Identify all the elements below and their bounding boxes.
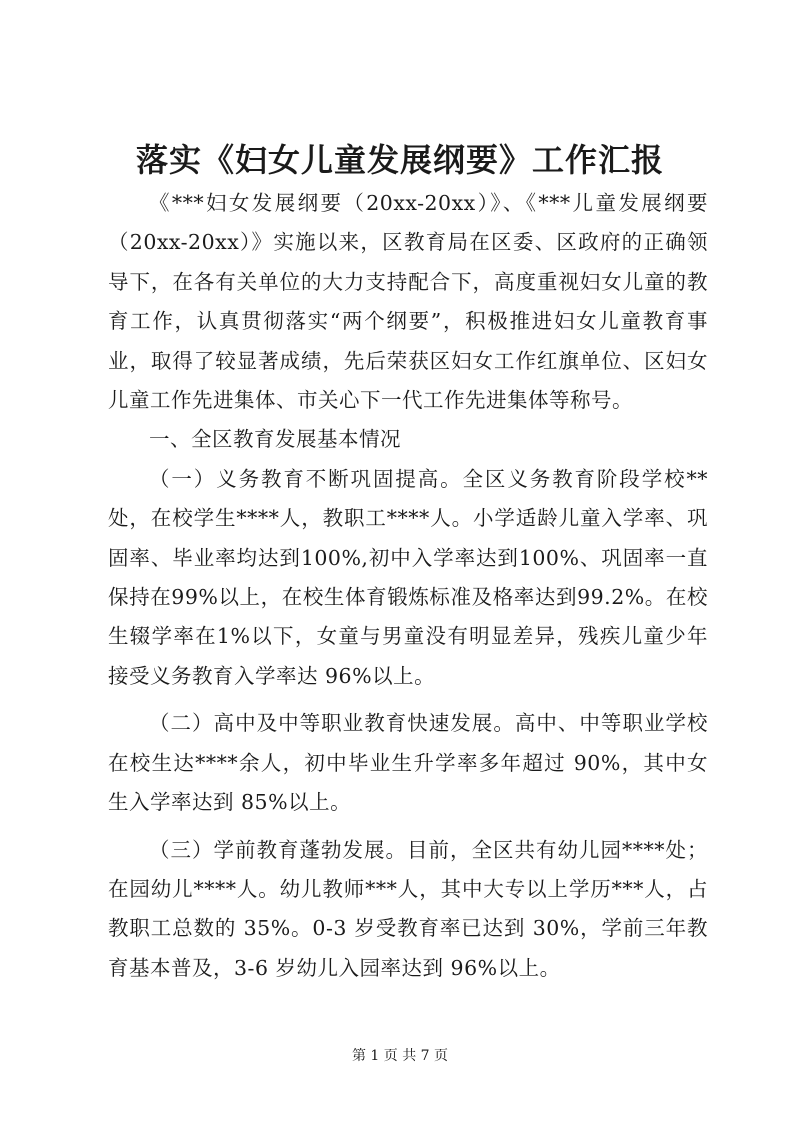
compulsory-education-paragraph: （一）义务教育不断巩固提高。全区义务教育阶段学校**处，在校学生****人，教职工****人。小学适龄儿童入学率、巩固率、毕业率均达到100%,初中入学率达到100%、巩固率一直保持在99%以上，在校生体育锻炼标准及格率达到99.2%。在校生辍学率在1%以下，女童与男童没有明显差异，残疾儿童少年接受义务教育入学率达 96%以上。 <box>108 466 708 688</box>
intro-paragraph: 《***妇女发展纲要（20xx-20xx）》、《***儿童发展纲要（20xx-20xx）》实施以来，区教育局在区委、区政府的正确领导下，在各有关单位的大力支持配合下，高度重视妇女儿童的教育工作，认真贯彻落实“两个纲要”，积极推进妇女儿童教育事业，取得了较显著成绩，先后荣获区妇女工作红旗单位、区妇女儿童工作先进集体、市关心下一代工作先进集体等称号。 <box>108 191 708 413</box>
document-body <box>108 184 708 988</box>
section-heading: 一、全区教育发展基本情况 <box>149 427 401 452</box>
preschool-paragraph: （三）学前教育蓬勃发展。目前，全区共有幼儿园****处；在园幼儿****人。幼儿教师***人，其中大专以上学历***人，占教职工总数的 35%。0-3 岁受教育率已达到 30%，学前三年教育基本普及，3-6 岁幼儿入园率达到 96%以上。 <box>108 837 708 980</box>
high-school-paragraph: （二）高中及中等职业教育快速发展。高中、中等职业学校在校生达****余人，初中毕业生升学率多年超过 90%，其中女生入学率达到 85%以上。 <box>108 711 708 815</box>
page-number: 第 1 页 共 7 页 <box>351 1048 449 1064</box>
document-title: 落实《妇女儿童发展纲要》工作汇报 <box>135 141 664 179</box>
